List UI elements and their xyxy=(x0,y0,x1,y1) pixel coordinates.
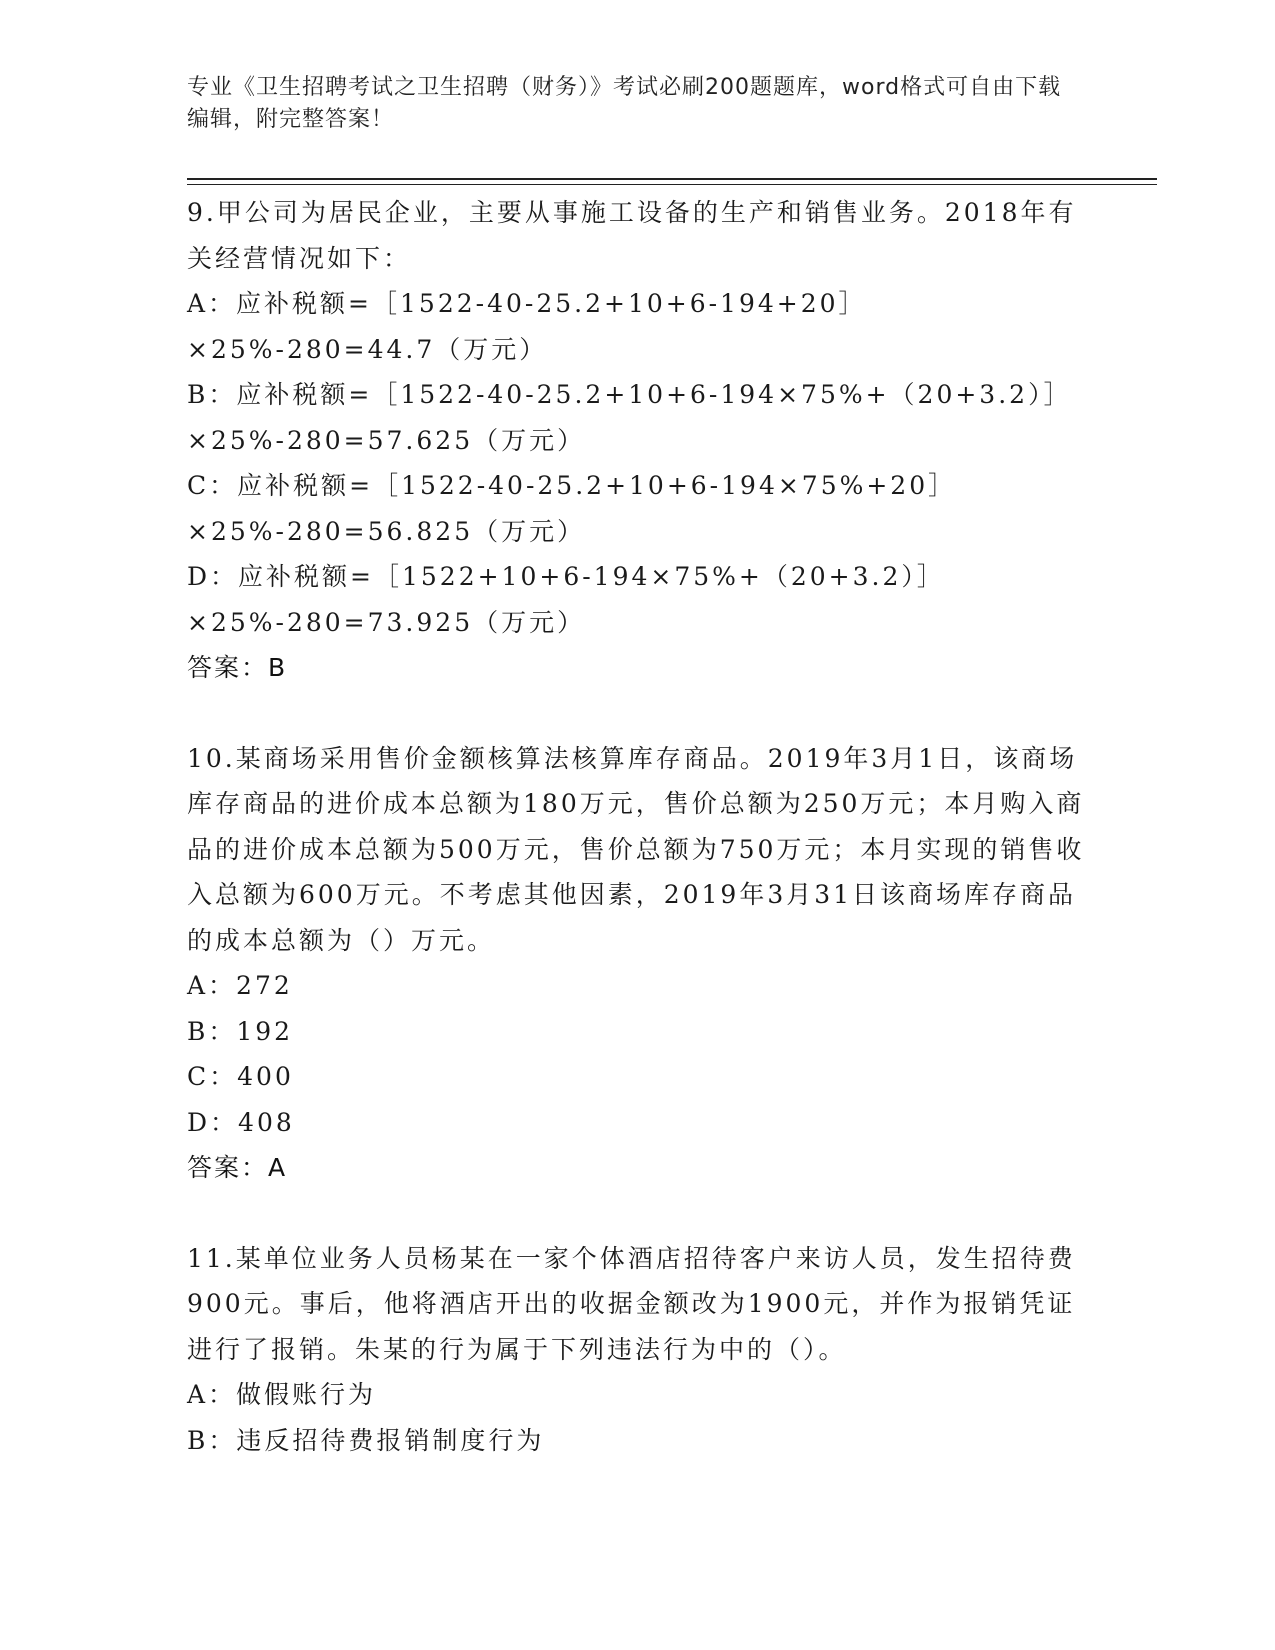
question-11-text: 11.某单位业务人员杨某在一家个体酒店招待客户来访人员，发生招待费900元。事后，他将酒店开出的收据金额改为1900元，并作为报销凭证进行了报销。朱某的行为属于下列违法行为中的（）。 xyxy=(187,1243,1076,1364)
question-10-text: 10.某商场采用售价金额核算法核算库存商品。2019年3月1日，该商场库存商品的进价成本总额为180万元，售价总额为250万元；本月购入商品的进价成本总额为500万元，售价总额为750万元；本月实现的销售收入总额为600万元。不考虑其他因素，2019年3月31日该商场库存商品的成本总额为（）万元。 xyxy=(187,743,1085,955)
question-10-option-d: D：408 xyxy=(187,1107,295,1137)
question-9 xyxy=(187,190,1087,691)
question-9-answer: 答案：B xyxy=(187,653,288,682)
question-spacer xyxy=(187,1191,1087,1236)
question-spacer xyxy=(187,691,1087,736)
question-9-option-a: A：应补税额=［1522-40-25.2+10+6-194+20］×25%-280=44.7（万元） xyxy=(187,289,867,364)
question-10-option-a: A：272 xyxy=(187,971,293,1000)
header-rule-thick xyxy=(187,178,1157,180)
question-11-option-a: A：做假账行为 xyxy=(187,1380,377,1409)
question-10-option-c: C：400 xyxy=(187,1062,294,1091)
question-11-option-b: B：违反招待费报销制度行为 xyxy=(187,1425,545,1455)
question-10-option-b: B：192 xyxy=(187,1016,294,1046)
question-9-option-d: D：应补税额=［1522+10+6-194×75%+（20+3.2）］×25%-280=73.925（万元） xyxy=(187,562,945,637)
page-header: 专业《卫生招聘考试之卫生招聘（财务）》考试必刷200题题库，word格式可自由下载编辑，附完整答案！ xyxy=(187,75,1062,132)
question-10 xyxy=(187,736,1087,1191)
question-10-answer: 答案：A xyxy=(187,1153,288,1182)
header-rule-thin xyxy=(187,184,1157,185)
question-list xyxy=(187,190,1087,1463)
question-9-option-c: C：应补税额=［1522-40-25.2+10+6-194×75%+20］×25%-280=56.825（万元） xyxy=(187,471,957,546)
question-11 xyxy=(187,1236,1087,1464)
question-9-option-b: B：应补税额=［1522-40-25.2+10+6-194×75%+（20+3.2）］×25%-280=57.625（万元） xyxy=(187,380,1072,455)
question-9-text: 9.甲公司为居民企业，主要从事施工设备的生产和销售业务。2018年有关经营情况如下： xyxy=(187,198,1077,273)
